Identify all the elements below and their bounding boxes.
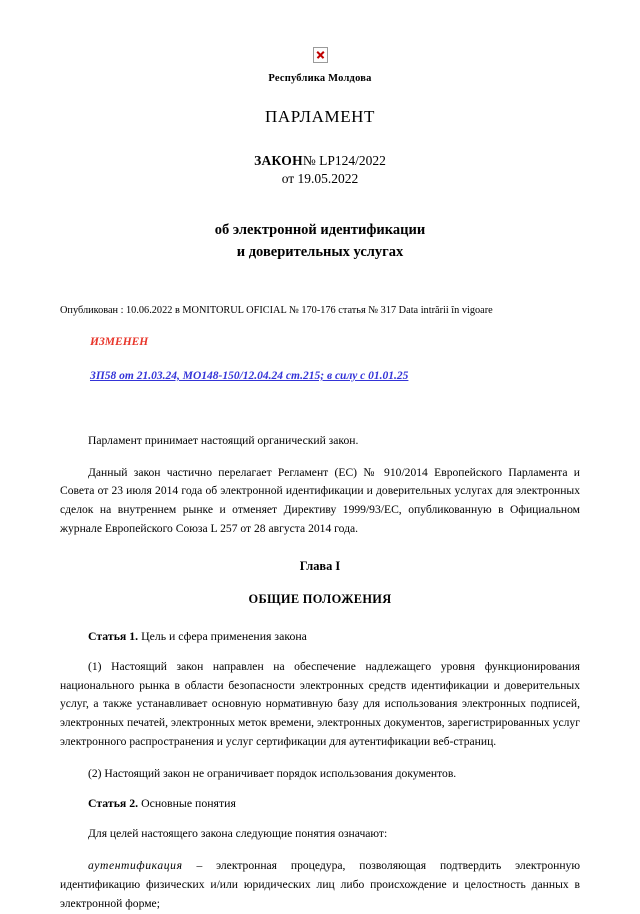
document-title-line-2: и доверительных услугах: [236, 244, 404, 261]
article-2-number: Статья 2.: [88, 796, 139, 811]
article-1-paragraph-2: (2) Настоящий закон не ограничивает порядок использования документов.: [88, 766, 457, 780]
article-2-lead: Для целей настоящего закона следующие понятия означают:: [88, 827, 388, 841]
intro-paragraph: Парламент принимает настоящий органический закон.: [88, 433, 359, 447]
status-badge-modified: ИЗМЕНЕН: [90, 335, 149, 348]
document-content: [60, 0, 580, 914]
amendment-link[interactable]: ЗП58 от 21.03.24, МО148-150/12.04.24 ст.215; в силу с 01.01.25: [90, 369, 409, 382]
definition-text-authentication: – электронная процедура, позволяющая подтвердить электронную идентификацию физических и/или юридических лиц либо происхождение и целостность данных в электронной форме;: [60, 859, 580, 910]
chapter-title: ОБЩИЕ ПОЛОЖЕНИЯ: [248, 591, 392, 606]
coat-of-arms-image-slot: [60, 46, 580, 64]
law-label: ЗАКОН: [254, 153, 303, 168]
article-2-definition-1: [60, 857, 580, 913]
transposition-paragraph: Данный закон частично перелагает Регламент (ЕС) № 910/2014 Европейского Парламента и Совета от 23 июля 2014 года об электронной идентификации и доверительных услугах для электронных сделок на внутреннем рынке и отменяет Директиву 1999/93/EC, опубликованную в Официальном журнале Европейского Союза L 257 от 28 августа 2014 года.: [60, 465, 580, 535]
article-2-heading: [60, 796, 580, 811]
republic-heading: Республика Молдова: [268, 73, 372, 84]
document-title: [60, 219, 580, 264]
article-1-heading: [60, 629, 580, 644]
defined-term-authentication: аутентификация: [88, 859, 183, 873]
amendment-row: [60, 366, 580, 384]
law-number: № LP124/2022: [302, 153, 386, 168]
article-2-title: Основные понятия: [141, 796, 236, 811]
chapter-number: Глава I: [299, 558, 341, 573]
law-date: от 19.05.2022: [281, 171, 359, 186]
institution-heading: ПАРЛАМЕНТ: [264, 107, 376, 126]
law-number-line: [60, 153, 580, 169]
article-1-number: Статья 1.: [88, 628, 139, 643]
article-1-paragraph-1: (1) Настоящий закон направлен на обеспечение надлежащего уровня функционирования национального рынка в области безопасности электронных средств идентификации и доверительных услуг, а также устанавливает основную нормативную базу для использования электронных подписей, электронных печатей, электронных меток времени, электронных документов, зарегистрированных услуг электронного распространения и услуг сертификации для аутентификации веб-страниц.: [60, 659, 580, 748]
article-1-title: Цель и сфера применения закона: [141, 628, 307, 643]
document-title-line-1: об электронной идентификации: [214, 222, 426, 238]
broken-image-icon: [313, 47, 328, 63]
publication-info: Опубликован : 10.06.2022 в MONITORUL OFICIAL № 170-176 статья № 317 Data intrării în vigoare: [60, 304, 493, 316]
